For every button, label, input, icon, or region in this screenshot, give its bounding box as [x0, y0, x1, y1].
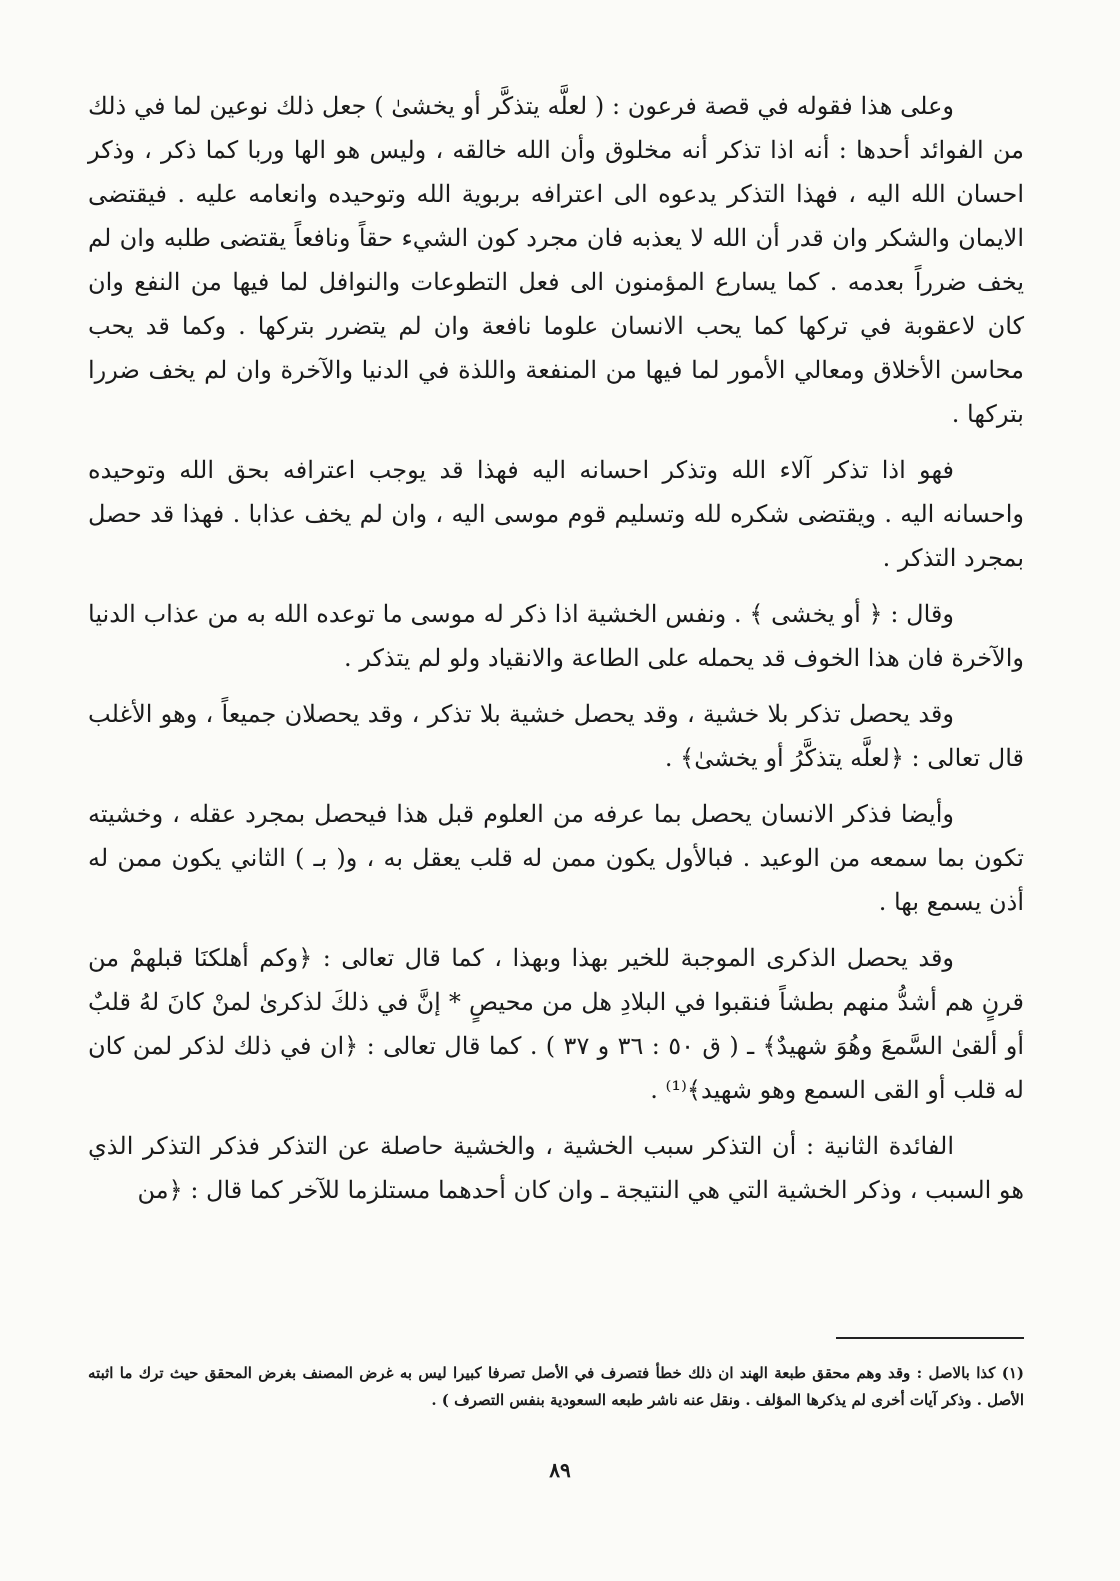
paragraph: وعلى هذا فقوله في قصة فرعون : ( لعلَّه يتذكَّر أو يخشىٰ ) جعل ذلك نوعين لما في ذلك من الفوائد أحدها : أنه اذا تذكر أنه مخلوق وأن الله خالقه ، وليس هو الها وربا كما ذكر ، وذكر احسان الله اليه ، فهذا التذكر يدعوه الى اعترافه بربوية الله وتوحيده وانعامه عليه . فيقتضى الايمان والشكر وان قدر أن الله لا يعذبه فان مجرد كون الشيء حقاً ونافعاً يقتضى طلبه وان لم يخف ضرراً بعدمه . كما يسارع المؤمنون الى فعل التطوعات والنوافل لما فيها من النفع وان كان لاعقوبة في تركها كما يحب الانسان علوما نافعة وان لم يتضرر بتركها . وكما قد يحب محاسن الأخلاق ومعالي الأمور لما فيها من المنفعة واللذة في الدنيا والآخرة وان لم يخف ضررا بتركها . [88, 92, 1025, 428]
footnote: (١) كذا بالاصل : وقد وهم محقق طبعة الهند ان ذلك خطأ فتصرف في الأصل تصرفا كبيرا ليس به غرض المصنف بغرض المحقق حيث ترك ما اثبته الأصل . وذكر آيات أخرى لم يذكرها المؤلف . ونقل عنه ناشر طبعه السعودية بنفس التصرف ) . [88, 1364, 1024, 1409]
paragraph: الفائدة الثانية : أن التذكر سبب الخشية ، والخشية حاصلة عن التذكر فذكر التذكر الذي هو السبب ، وذكر الخشية التي هي النتيجة ـ وان كان أحدهما مستلزما للآخر كما قال : ﴿من [88, 1132, 1024, 1204]
paragraph: وقد يحصل تذكر بلا خشية ، وقد يحصل خشية بلا تذكر ، وقد يحصلان جميعاً ، وهو الأغلب قال تعالى : ﴿لعلَّه يتذكَّرُ أو يخشىٰ﴾ . [88, 700, 1024, 772]
page-number: ٨٩ [549, 1458, 571, 1482]
paragraph: فهو اذا تذكر آلاء الله وتذكر احسانه اليه فهذا قد يوجب اعترافه بحق الله وتوحيده واحسانه اليه . ويقتضى شكره لله وتسليم قوم موسى اليه ، وان لم يخف عذابا . فهذا قد حصل بمجرد التذكر . [88, 456, 1024, 572]
footnotes [88, 1360, 1024, 1414]
footnote-divider [836, 1337, 1024, 1339]
paragraph: وقال : ﴿ أو يخشى ﴾ . ونفس الخشية اذا ذكر له موسى ما توعده الله به من عذاب الدنيا والآخرة فان هذا الخوف قد يحمله على الطاعة والانقياد ولو لم يتذكر . [88, 600, 1024, 672]
body-text [88, 84, 1024, 1212]
paragraph: وقد يحصل الذكرى الموجبة للخير بهذا وبهذا ، كما قال تعالى : ﴿وكم أهلكنَا قبلهمْ من قرنٍ هم أشدُّ منهم بطشاً فنقبوا في البلادِ هل من محيصٍ * إنَّ في ذلكَ لذكرىٰ لمنْ كانَ لهُ قلبٌ أو ألقىٰ السَّمعَ وهُوَ شهيدٌ﴾ ـ ( ق ٥٠ : ٣٦ و ٣٧ ) . كما قال تعالى : ﴿ان في ذلك لذكر لمن كان له قلب أو القى السمع وهو شهيد﴾⁽¹⁾ . [88, 944, 1025, 1104]
paragraph: وأيضا فذكر الانسان يحصل بما عرفه من العلوم قبل هذا فيحصل بمجرد عقله ، وخشيته تكون بما سمعه من الوعيد . فبالأول يكون ممن له قلب يعقل به ، و( بـ ) الثاني يكون ممن له أذن يسمع بها . [88, 800, 1024, 916]
